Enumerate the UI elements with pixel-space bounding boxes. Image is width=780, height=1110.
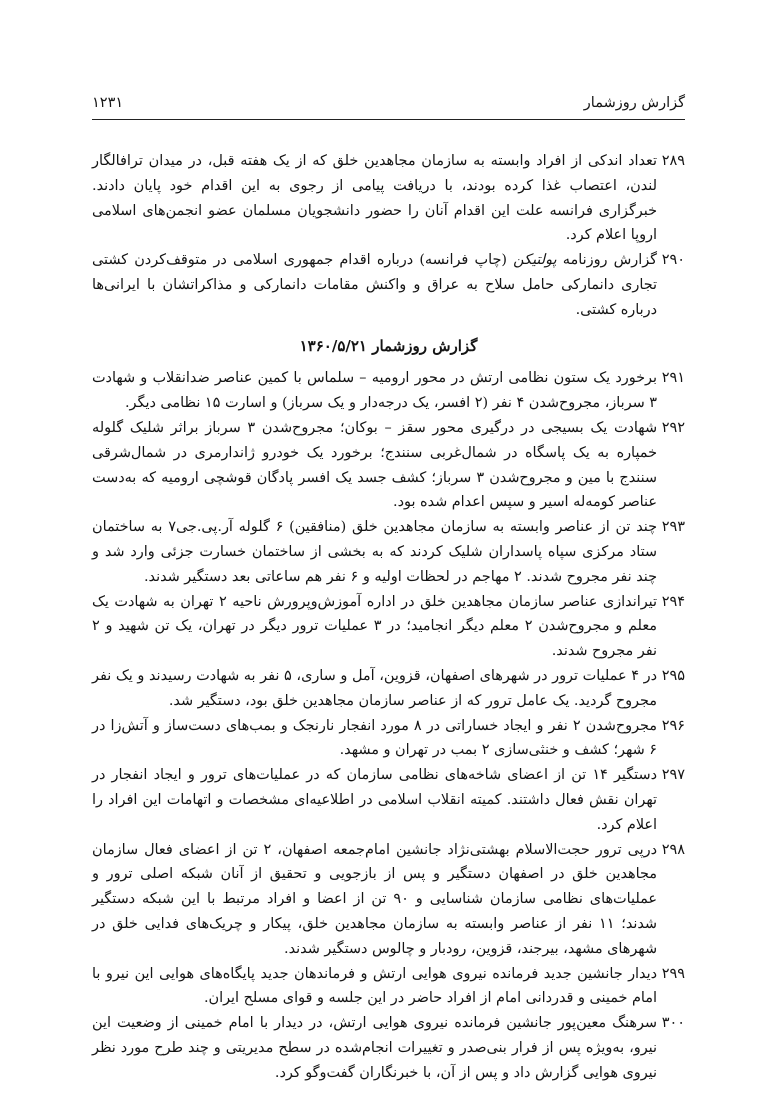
- entry-number: ۲۹۳: [661, 519, 685, 536]
- page-body: [92, 149, 685, 1085]
- entry-291: [92, 366, 685, 416]
- entry-text-part: (چاپ فرانسه) درباره اقدام جمهوری اسلامی در متوقف‌کردن کشتی تجاری دانمارکی حامل سلاح به عراق و واکنش مقامات دانمارکی و مذاکراتشان با ایرانی‌ها درباره کشتی.: [92, 252, 657, 318]
- entry-text: تیراندازی عناصر سازمان مجاهدین خلق در اداره آموزش‌وپرورش ناحیه ۲ تهران به شهادت یک معلم و مجروح‌شدن ۲ معلم دیگر انجامید؛ در ۳ عملیات ترور دیگر در تهران، یک تن شهید و ۲ نفر مجروح شدند.: [92, 593, 657, 660]
- entry-290: [92, 248, 685, 322]
- entry-number: ۲۹۴: [661, 593, 685, 610]
- entry-300: [92, 1011, 685, 1085]
- entry-289: [92, 149, 685, 248]
- page-number: ۱۲۳۱: [92, 95, 124, 111]
- entry-number: ۲۹۱: [661, 370, 685, 387]
- entry-293: [92, 515, 685, 589]
- entry-text: چند تن از عناصر وابسته به سازمان مجاهدین خلق (منافقین) ۶ گلوله آر.پی.جی۷ به ساختمان ستاد مرکزی سپاه پاسداران شلیک کردند که به بخشی از ساختمان خسارت جزئی وارد شد و چند نفر مجروح شدند. ۲ مهاجم در لحظات اولیه و ۶ نفر هم ساعاتی بعد دستگیر شدند.: [92, 519, 657, 585]
- newspaper-name: پولتیکن: [513, 252, 557, 269]
- entry-number: ۲۹۵: [661, 667, 685, 684]
- entry-text: دستگیر ۱۴ تن از اعضای شاخه‌های نظامی سازمان که در عملیات‌های ترور و ایجاد انفجار در تهران نقش فعال داشتند. کمیته انقلاب اسلامی در اطلاعیه‌ای مشخصات و اتهامات این افراد را اعلام کرد.: [92, 767, 657, 833]
- entry-text: شهادت یک بسیجی در درگیری محور سقز – بوکان؛ مجروح‌شدن ۳ سرباز براثر شلیک گلوله خمپاره به یک پاسگاه در شمال‌غربی سنندج؛ برخورد یک خودرو ژاندارمری در شمال‌شرقی سنندج با مین و مجروح‌شدن ۳ سرباز؛ کشف جسد یک افسر پادگان قوشچی ارومیه که به‌دست عناصر کومه‌له اسیر و سپس اعدام شده بود.: [92, 419, 657, 511]
- entry-text: در ۴ عملیات ترور در شهرهای اصفهان، قزوین، آمل و ساری، ۵ نفر به شهادت رسیدند و یک نفر مجروح گردید. یک عامل ترور که از عناصر سازمان مجاهدین خلق بود، دستگیر شد.: [92, 667, 657, 709]
- entry-number: ۲۹۹: [661, 965, 685, 982]
- entry-number: ۲۹۰: [661, 252, 685, 269]
- running-header: [92, 95, 685, 120]
- entry-295: [92, 664, 685, 714]
- entry-number: ۲۹۲: [661, 419, 685, 436]
- entry-297: [92, 763, 685, 837]
- entry-text-part: گزارش روزنامه: [556, 252, 657, 269]
- entry-299: [92, 962, 685, 1012]
- entry-text: سرهنگ معین‌پور جانشین فرمانده نیروی هوایی ارتش، در دیدار با امام خمینی از وضعیت این نیرو، به‌ویژه پس از فرار بنی‌صدر و تغییرات انجام‌شده در سطح مدیریتی و چند طرح مورد نظر نیروی هوایی گزارش داد و پس از آن، با خبرنگاران گفت‌وگو کرد.: [92, 1015, 657, 1081]
- entry-text: تعداد اندکی از افراد وابسته به سازمان مجاهدین خلق که از یک هفته قبل، در میدان ترافالگار لندن، اعتصاب غذا کرده بودند، با دریافت پیامی از رجوی به این اقدام خود پایان دادند. خبرگزاری فرانسه علت این اقدام آنان را حضور دانشجویان مسلمان عضو انجمن‌های اسلامی اروپا اعلام کرد.: [92, 153, 657, 244]
- entry-298: [92, 838, 685, 962]
- entry-text: درپی ترور حجت‌الاسلام بهشتی‌نژاد جانشین امام‌جمعه اصفهان، ۲ تن از اعضای فعال سازمان مجاهدین خلق در اصفهان دستگیر و پس از بازجویی و تحقیق از آنان شبکه اصلی ترور و عملیات‌های نظامی سازمان شناسایی و ۹۰ تن از اعضا و افراد مرتبط با این شبکه دستگیر شدند؛ ۱۱ نفر از عناصر وابسته به سازمان مجاهدین خلق، پیکار و چریک‌های فدایی خلق در شهرهای مشهد، بیرجند، قزوین، رودبار و چالوس دستگیر شدند.: [92, 841, 657, 957]
- entry-number: ۲۹۶: [661, 717, 685, 734]
- entry-number: ۲۸۹: [661, 153, 685, 169]
- entry-number: ۳۰۰: [661, 1015, 685, 1032]
- entry-number: ۲۹۸: [661, 841, 685, 858]
- entry-number: ۲۹۷: [661, 767, 685, 784]
- entry-292: [92, 416, 685, 515]
- entry-296: [92, 714, 685, 764]
- header-title: گزارش روزشمار: [583, 95, 685, 111]
- entry-text: برخورد یک ستون نظامی ارتش در محور ارومیه – سلماس با کمین عناصر ضدانقلاب و شهادت ۳ سرباز، مجروح‌شدن ۴ نفر (۲ افسر، یک درجه‌دار و یک سرباز) و اسارت ۱۵ نظامی دیگر.: [92, 370, 657, 412]
- entry-294: [92, 590, 685, 664]
- entry-text: مجروح‌شدن ۲ نفر و ایجاد خساراتی در ۸ مورد انفجار نارنجک و بمب‌های دست‌ساز و آتش‌زا در ۶ شهر؛ کشف و خنثی‌سازی ۲ بمب در تهران و مشهد.: [92, 717, 658, 759]
- section-heading: گزارش روزشمار ۱۳۶۰/۵/۲۱: [299, 336, 478, 355]
- entry-text: دیدار جانشین جدید فرمانده نیروی هوایی ارتش و فرماندهان جدید پایگاه‌های هوایی این نیرو با امام خمینی و قدردانی امام از افراد حاضر در این جلسه و قوای مسلح ایران.: [92, 965, 657, 1007]
